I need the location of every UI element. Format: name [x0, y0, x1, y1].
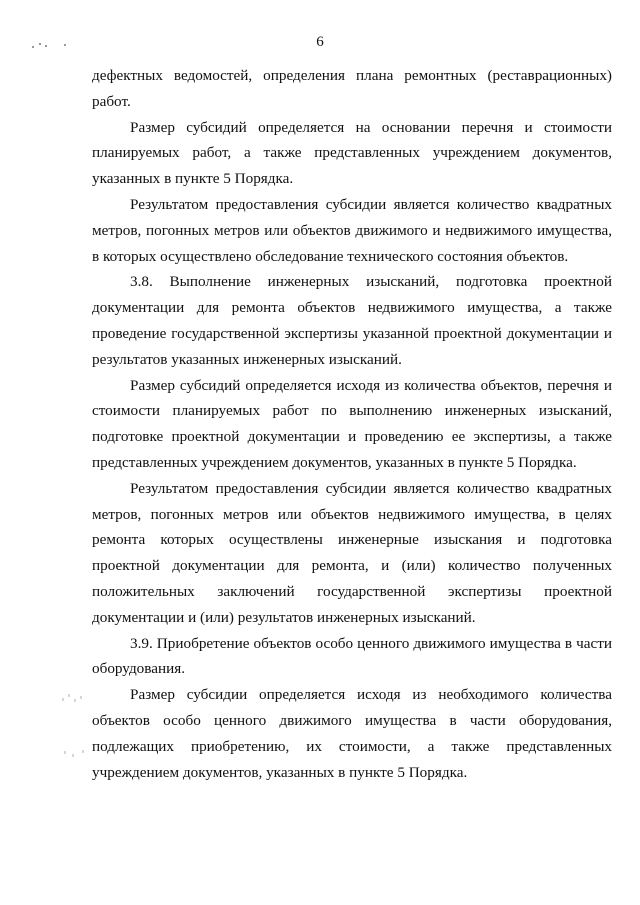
scan-artifact	[60, 690, 96, 704]
page-number: 6	[316, 34, 324, 50]
paragraph: Размер субсидий определяется на основании перечня и стоимости планируемых работ, а также представленных учреждением документов, указанных в пункте 5 Порядка.	[92, 118, 612, 188]
paragraph: Результатом предоставления субсидии является количество квадратных метров, погонных метров или объектов движимого и недвижимого имущества, в которых осуществлено обследование технического состояния объектов.	[92, 195, 612, 265]
scan-artifact	[60, 745, 96, 759]
paragraph: Размер субсидии определяется исходя из необходимого количества объектов особо ценного движимого имущества в части оборудования, подлежащих приобретению, их стоимости, а также представленных учреждением документов, указанных в пункте 5 Порядка.	[92, 686, 612, 781]
document-body	[92, 63, 612, 785]
section-3-8: 3.8. Выполнение инженерных изысканий, подготовка проектной документации для ремонта объектов недвижимого имущества, а также проведение государственной экспертизы указанной проектной документации и результатов указанных инженерных изысканий.	[92, 273, 612, 368]
paragraph-continuation: дефектных ведомостей, определения плана ремонтных (реставрационных) работ.	[92, 67, 612, 110]
paragraph: Размер субсидий определяется исходя из количества объектов, перечня и стоимости планируемых работ по выполнению инженерных изысканий, подготовке проектной документации и проведению ее экспертизы, а также представленных учреждением документов, указанных в пункте 5 Порядка.	[92, 376, 612, 471]
section-3-9: 3.9. Приобретение объектов особо ценного движимого имущества в части оборудования.	[92, 634, 612, 678]
paragraph: Результатом предоставления субсидии является количество квадратных метров, погонных метров или объектов недвижимого имущества, в целях ремонта которых осуществлены инженерные изыскания и подготовка проектной документации для ремонта, и (или) количество полученных положительных заключений государственной экспертизы проектной документации и (или) результатов инженерных изысканий.	[92, 479, 612, 626]
